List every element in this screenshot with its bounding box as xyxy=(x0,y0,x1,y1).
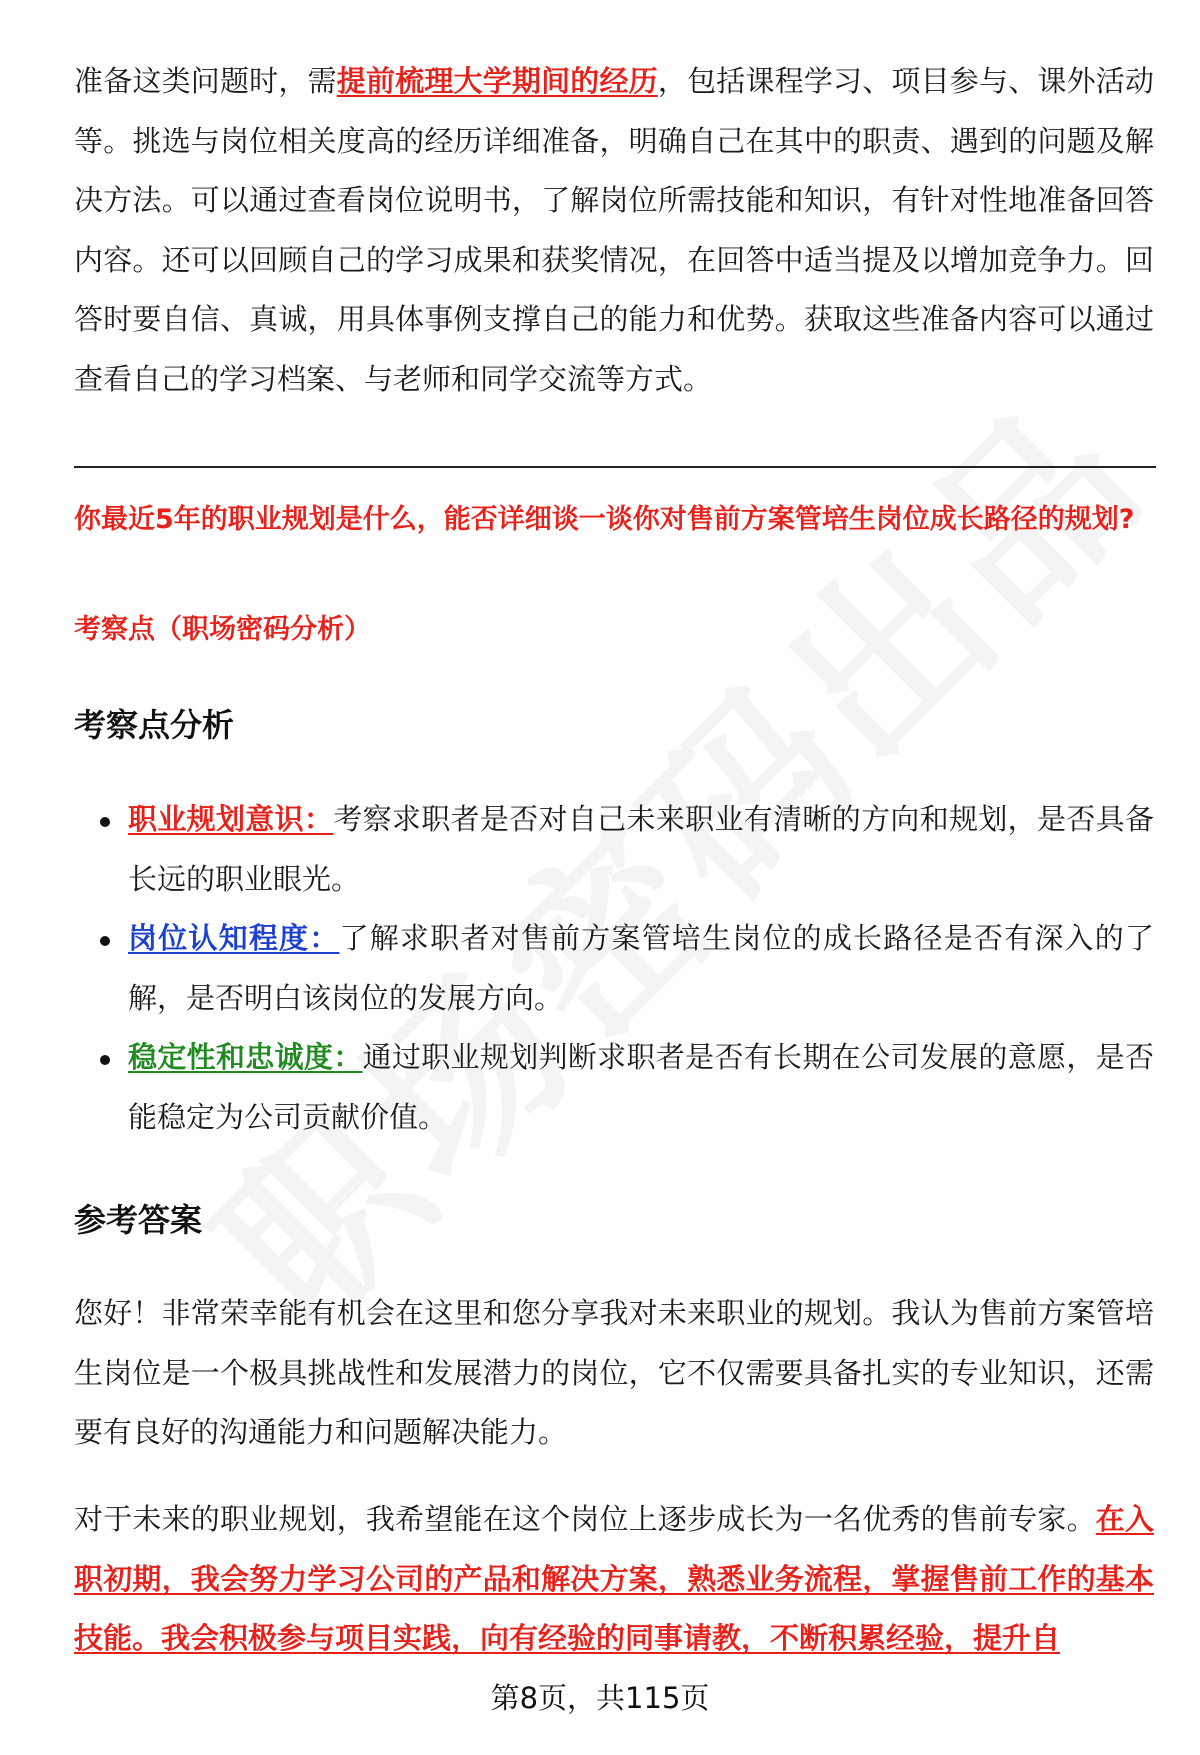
answer-heading: 参考答案 xyxy=(74,1201,203,1239)
analysis-text: 通过职业规划判断求职者是否有长期在公司发展的意愿，是否能稳定为公司贡献价值。 xyxy=(128,1040,1154,1134)
intro-prefix: 准备这类问题时，需 xyxy=(74,64,337,98)
analysis-heading: 考察点分析 xyxy=(74,706,235,744)
analysis-label: 岗位认知程度： xyxy=(128,921,340,955)
analysis-list xyxy=(74,790,1154,1147)
list-item xyxy=(74,909,1154,1028)
answer-paragraph-1: 您好！非常荣幸能有机会在这里和您分享我对未来职业的规划。我认为售前方案管培生岗位是一个极具挑战性和发展潜力的岗位，它不仅需要具备扎实的专业知识，还需要有良好的沟通能力和问题解决能力。 xyxy=(74,1296,1154,1449)
list-item xyxy=(74,790,1154,909)
bullet-dot xyxy=(100,817,110,827)
page-number: 第8页，共115页 xyxy=(490,1681,710,1715)
intro-suffix: ，包括课程学习、项目参与、课外活动等。挑选与岗位相关度高的经历详细准备，明确自己在其中的职责、遇到的问题及解决方法。可以通过查看岗位说明书，了解岗位所需技能和知识，有针对性地准备回答内容。还可以回顾自己的学习成果和获奖情况，在回答中适当提及以增加竞争力。回答时要自信、真诚，用具体事例支撑自己的能力和优势。获取这些准备内容可以通过查看自己的学习档案、与老师和同学交流等方式。 xyxy=(74,64,1154,396)
bullet-dot xyxy=(100,936,110,946)
intro-paragraph xyxy=(74,52,1154,409)
analysis-label: 稳定性和忠诚度： xyxy=(128,1040,363,1074)
analysis-text: 考察求职者是否对自己未来职业有清晰的方向和规划，是否具备长远的职业眼光。 xyxy=(128,802,1154,896)
analysis-text: 了解求职者对售前方案管培生岗位的成长路径是否有深入的了解，是否明白该岗位的发展方向。 xyxy=(128,921,1154,1015)
answer-p2-prefix: 对于未来的职业规划，我希望能在这个岗位上逐步成长为一名优秀的售前专家。 xyxy=(74,1502,1096,1536)
section-divider xyxy=(74,466,1156,468)
point-title: 考察点（职场密码分析） xyxy=(74,614,371,645)
answer-p2-highlight: 在入职初期，我会努力学习公司的产品和解决方案，熟悉业务流程，掌握售前工作的基本技能。我会积极参与项目实践，向有经验的同事请教，不断积累经验，提升自 xyxy=(74,1502,1154,1655)
interview-question: 你最近5年的职业规划是什么，能否详细谈一谈你对售前方案管培生岗位成长路径的规划? xyxy=(74,504,1135,535)
intro-highlight: 提前梳理大学期间的经历 xyxy=(336,64,658,98)
list-item xyxy=(74,1028,1154,1147)
answer-paragraph-2 xyxy=(74,1490,1154,1669)
analysis-label: 职业规划意识： xyxy=(128,802,334,836)
bullet-dot xyxy=(100,1055,110,1065)
